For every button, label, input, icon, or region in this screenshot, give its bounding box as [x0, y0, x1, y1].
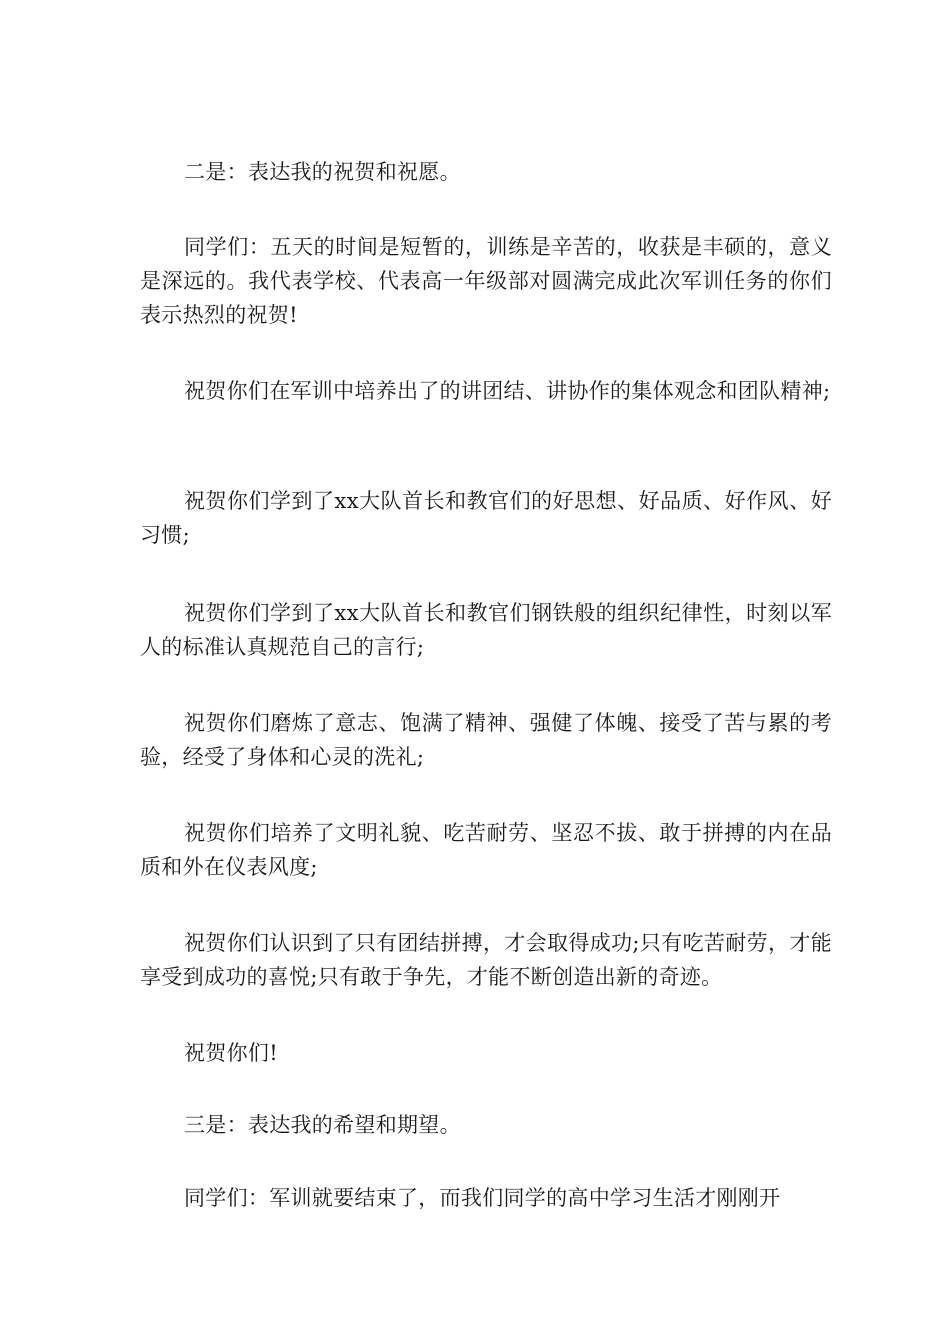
paragraph-character: 祝贺你们培养了文明礼貌、吃苦耐劳、坚忍不拔、敢于拼搏的内在品质和外在仪表风度; — [140, 821, 832, 879]
paragraph-congratulations-intro: 同学们：五天的时间是短暂的，训练是辛苦的，收获是丰硕的，意义是深远的。我代表学校、代表高一年级部对圆满完成此次军训任务的你们表示热烈的祝贺! — [140, 235, 832, 327]
paragraph-closing-start: 同学们：军训就要结束了，而我们同学的高中学习生活才刚刚开 — [184, 1186, 781, 1210]
paragraph-section-two-heading: 二是：表达我的祝贺和祝愿。 — [184, 160, 461, 184]
paragraph-success: 祝贺你们认识到了只有团结拼搏，才会取得成功;只有吃苦耐劳，才能享受到成功的喜悦;只有敢于争先，才能不断创造出新的奇迹。 — [140, 931, 832, 989]
paragraph-section-three-heading: 三是：表达我的希望和期望。 — [184, 1113, 461, 1137]
paragraph-discipline: 祝贺你们学到了xx大队首长和教官们钢铁般的组织纪律性，时刻以军人的标准认真规范自己的言行; — [140, 601, 832, 659]
paragraph-congratulations-short: 祝贺你们! — [184, 1041, 278, 1065]
paragraph-teamwork: 祝贺你们在军训中培养出了的讲团结、讲协作的集体观念和团队精神; — [184, 379, 831, 403]
paragraph-willpower: 祝贺你们磨炼了意志、饱满了精神、强健了体魄、接受了苦与累的考验，经受了身体和心灵的洗礼; — [140, 711, 832, 769]
paragraph-good-habits: 祝贺你们学到了xx大队首长和教官们的好思想、好品质、好作风、好习惯; — [140, 489, 832, 547]
